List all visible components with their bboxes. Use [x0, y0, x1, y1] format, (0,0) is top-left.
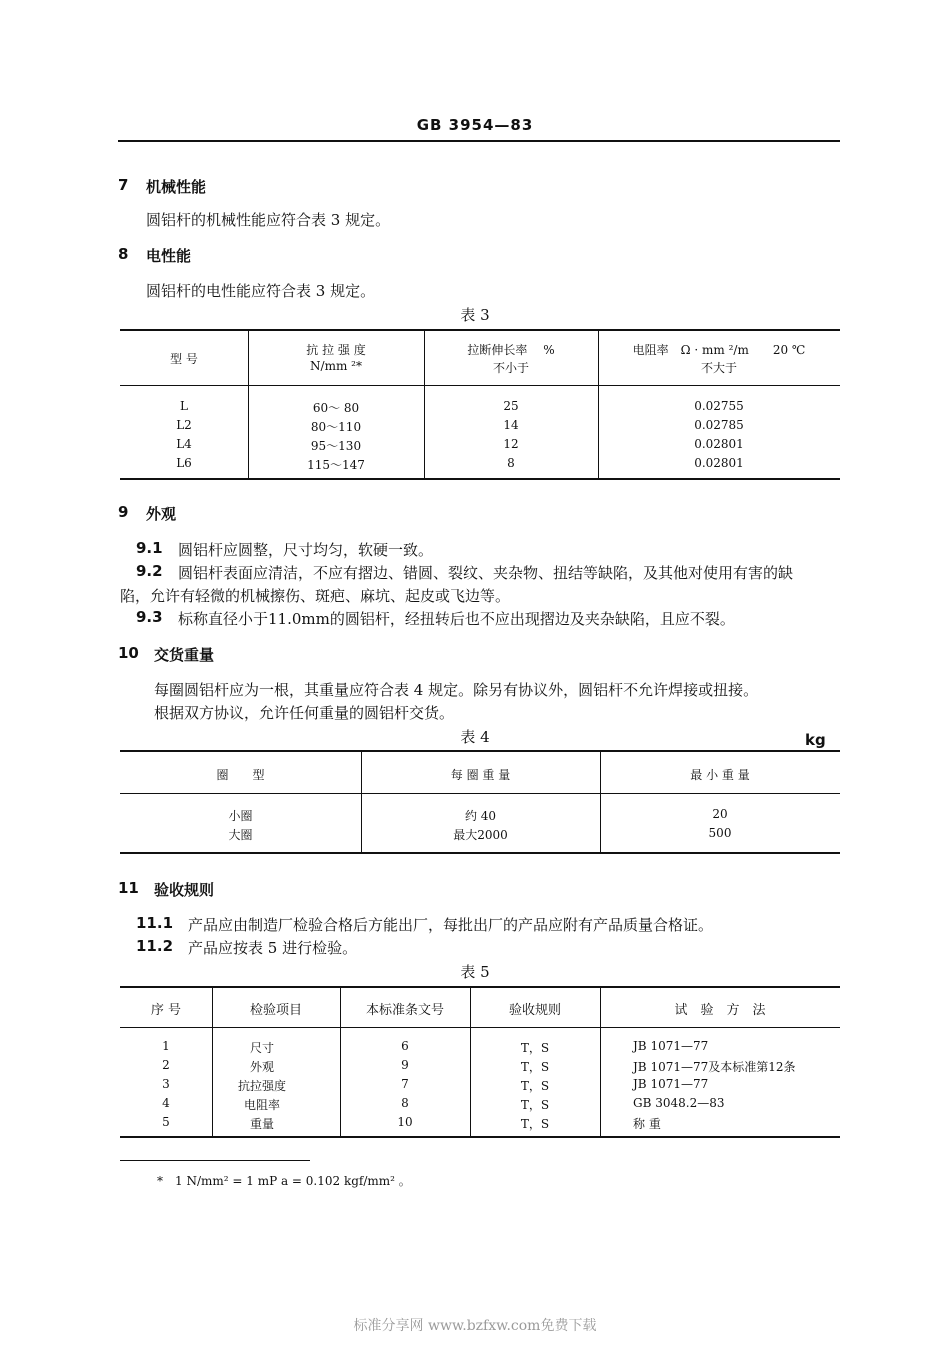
- section-7-title: 机械性能: [146, 178, 207, 196]
- table5-cell: 8: [401, 1096, 409, 1110]
- table5-cell: 6: [401, 1039, 409, 1053]
- clause-9-2-continued: 陷，允许有轻微的机械擦伤、斑疤、麻坑、起皮或飞边等。: [120, 587, 511, 605]
- table5-cell: GB 3048.2—83: [633, 1096, 725, 1110]
- table5-caption: 表 5: [460, 963, 490, 981]
- section-8-body: 圆铝杆的电性能应符合表 3 规定。: [146, 282, 376, 300]
- table5-cell: T，S: [520, 1117, 550, 1131]
- table5-header-rule: [120, 1027, 840, 1028]
- table4-top-rule: [120, 750, 840, 752]
- section-7-number: 7: [118, 176, 129, 194]
- clause-9-3-number: 9.3: [136, 608, 163, 626]
- clause-9-1-number: 9.1: [136, 539, 163, 557]
- table5-cell: 9: [401, 1058, 409, 1072]
- table3-caption: 表 3: [460, 306, 490, 324]
- clause-9-3-text: 标称直径小于11.0mm的圆铝杆，经扭转后也不应出现摺边及夹杂缺陷，且应不裂。: [178, 610, 735, 628]
- header-rule: [118, 140, 840, 142]
- table4-cell: 小圈: [228, 809, 253, 823]
- table5-cell: JB 1071—77: [633, 1039, 709, 1053]
- table3-header-resistivity-sub: 不大于: [700, 361, 737, 375]
- table5-cell: T，S: [520, 1098, 550, 1112]
- table3-cell: 25: [503, 399, 519, 413]
- table3-cell: 14: [503, 418, 519, 432]
- table3-header-rule: [120, 385, 840, 386]
- table5-cell: 10: [397, 1115, 413, 1129]
- table4-header-coil: 圈 型: [216, 768, 265, 782]
- clause-9-1-text: 圆铝杆应圆整，尺寸均匀，软硬一致。: [178, 541, 434, 559]
- section-11-number: 11: [118, 879, 139, 897]
- table3-bottom-rule: [120, 478, 840, 480]
- table3-cell: 95～130: [310, 439, 362, 453]
- section-8-title: 电性能: [146, 247, 192, 265]
- table5-cell: 1: [162, 1039, 170, 1053]
- table3-cell: 12: [503, 437, 519, 451]
- table3-header-elongation: 拉断伸长率 %: [467, 343, 555, 357]
- footnote-rule: [120, 1160, 310, 1161]
- table5-cell: 重量: [249, 1117, 274, 1131]
- section-7-body: 圆铝杆的机械性能应符合表 3 规定。: [146, 211, 391, 229]
- table5-bottom-rule: [120, 1136, 840, 1138]
- table5-cell: T，S: [520, 1060, 550, 1074]
- table4-cell: 最大2000: [453, 828, 508, 842]
- table5-cell: T，S: [520, 1041, 550, 1055]
- section-10-number: 10: [118, 644, 139, 662]
- table5-cell: 称 重: [633, 1117, 661, 1131]
- section-9-number: 9: [118, 503, 129, 521]
- clause-9-2-text: 圆铝杆表面应清洁，不应有摺边、错圆、裂纹、夹杂物、扭结等缺陷，及其他对使用有害的缺: [178, 564, 794, 582]
- section-10-paragraph-2: 根据双方协议，允许任何重量的圆铝杆交货。: [154, 704, 455, 722]
- table3-cell: 0.02785: [694, 418, 744, 432]
- table3-cell: 80～110: [310, 420, 362, 434]
- table3-header-strength-unit: N/mm ²*: [310, 359, 362, 373]
- table4-header-min-weight: 最 小 重 量: [690, 768, 750, 782]
- table5-cell: 4: [162, 1096, 170, 1110]
- table3-header-strength: 抗 拉 强 度: [306, 343, 366, 357]
- section-10-paragraph-1: 每圈圆铝杆应为一根，其重量应符合表 4 规定。除另有协议外，圆铝杆不允许焊接或扭接。: [154, 681, 759, 699]
- table3-cell: L2: [176, 418, 192, 432]
- table5-header-method: 试 验 方 法: [674, 1003, 766, 1018]
- clause-11-1-number: 11.1: [136, 914, 174, 932]
- table4-cell: 20: [712, 807, 728, 821]
- section-11-title: 验收规则: [154, 881, 215, 899]
- table5-header-rule: 验收规则: [508, 1003, 561, 1018]
- table4-unit: kg: [805, 731, 826, 749]
- table5-cell: 3: [162, 1077, 170, 1091]
- table5-cell: 抗拉强度: [237, 1079, 286, 1093]
- footnote: * 1 N/mm² = 1 mP a = 0.102 kgf/mm² 。: [157, 1174, 411, 1188]
- table3-header-elongation-sub: 不小于: [492, 361, 529, 375]
- table3-cell: 115～147: [307, 458, 365, 472]
- section-8-number: 8: [118, 245, 129, 263]
- table3-cell: 0.02801: [694, 456, 744, 470]
- table3-top-rule: [120, 329, 840, 331]
- table5-cell: 5: [162, 1115, 170, 1129]
- table5-cell: 7: [401, 1077, 409, 1091]
- table4-header-weight: 每 圈 重 量: [450, 768, 511, 782]
- table3-cell: 0.02755: [694, 399, 744, 413]
- clause-11-1-text: 产品应由制造厂检验合格后方能出厂，每批出厂的产品应附有产品质量合格证。: [188, 916, 714, 934]
- table5-header-no: 序 号: [150, 1003, 182, 1018]
- table3-cell: 8: [507, 456, 515, 470]
- clause-11-2-number: 11.2: [136, 937, 174, 955]
- table4-header-rule: [120, 793, 840, 794]
- table3-cell: L6: [176, 456, 192, 470]
- table5-cell: 电阻率: [243, 1098, 280, 1112]
- table5-cell: JB 1071—77及本标准第12条: [633, 1060, 796, 1074]
- document-header: GB 3954—83: [416, 116, 534, 134]
- table3-cell: L4: [176, 437, 192, 451]
- table4-cell: 大圈: [228, 828, 253, 842]
- table3-cell: 60～ 80: [312, 401, 360, 415]
- table5-cell: 2: [162, 1058, 170, 1072]
- table5-header-clause: 本标准条文号: [365, 1003, 444, 1018]
- table5-top-rule: [120, 986, 840, 988]
- section-9-title: 外观: [146, 505, 177, 523]
- table4-caption: 表 4: [460, 728, 490, 746]
- table5-cell: JB 1071—77: [633, 1077, 709, 1091]
- table4-cell: 500: [708, 826, 732, 840]
- table5-cell: T，S: [520, 1079, 550, 1093]
- table3-cell: 0.02801: [694, 437, 744, 451]
- table5-header-item: 检验项目: [249, 1003, 302, 1018]
- clause-9-2-number: 9.2: [136, 562, 163, 580]
- table3-header-resistivity: 电阻率 Ω · mm ²/m 20 ℃: [632, 343, 806, 357]
- clause-11-2-text: 产品应按表 5 进行检验。: [188, 939, 358, 957]
- table4-cell: 约 40: [464, 809, 497, 823]
- table3-cell: L: [180, 399, 188, 413]
- table5-cell: 尺寸: [249, 1041, 274, 1055]
- table5-cell: 外观: [249, 1060, 274, 1074]
- table3-header-type: 型 号: [170, 352, 198, 366]
- table4-bottom-rule: [120, 852, 840, 854]
- watermark-footer: 标准分享网 www.bzfxw.com免费下载: [353, 1318, 597, 1334]
- section-10-title: 交货重量: [154, 646, 215, 664]
